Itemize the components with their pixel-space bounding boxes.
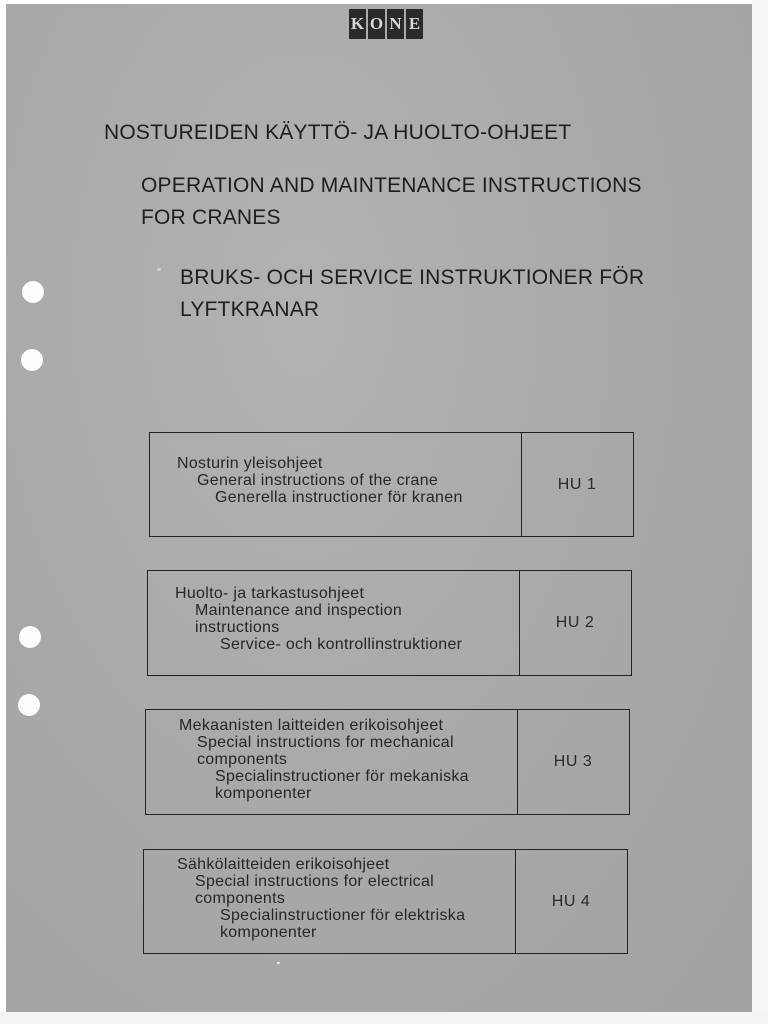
section-line-english: components (197, 751, 288, 768)
section-line-swedish: komponenter (215, 785, 312, 802)
section-code: HU 4 (551, 892, 591, 910)
title-finnish-line: NOSTUREIDEN KÄYTTÖ- JA HUOLTO-OHJEET (104, 121, 572, 144)
section-box-hu2 (147, 570, 632, 676)
scan-speck (277, 962, 280, 964)
title-english (141, 170, 642, 234)
section-line-swedish: Generella instructioner för kranen (215, 489, 463, 506)
title-swedish-line: LYFTKRANAR (180, 298, 320, 321)
logo-letter: K (349, 9, 366, 39)
scan-margin-right (752, 0, 768, 1024)
section-description (148, 571, 520, 675)
section-line-finnish: Mekaanisten laitteiden erikoisohjeet (179, 717, 444, 734)
title-finnish (104, 117, 571, 149)
section-line-swedish: komponenter (220, 924, 317, 941)
section-code: HU 1 (557, 475, 597, 493)
kone-logo (349, 9, 423, 39)
title-english-line: FOR CRANES (141, 206, 281, 229)
section-box-hu1 (149, 432, 634, 537)
section-line-english: Special instructions for mechanical (197, 734, 454, 751)
section-line-english: Special instructions for electrical (195, 873, 435, 890)
punch-hole (21, 349, 43, 371)
section-line-finnish: Nosturin yleisohjeet (177, 455, 323, 472)
logo-letter: N (387, 9, 404, 39)
scan-speck (157, 268, 161, 271)
section-line-swedish: Specialinstructioner för mekaniska (215, 768, 469, 785)
section-description (146, 710, 518, 814)
punch-hole (22, 281, 44, 303)
section-code: HU 2 (555, 614, 595, 631)
scan-margin-bottom (0, 1012, 768, 1024)
title-swedish-line: BRUKS- OCH SERVICE INSTRUKTIONER FÖR (180, 266, 645, 289)
section-line-english: Maintenance and inspection (195, 602, 403, 619)
section-line-english: instructions (195, 619, 280, 636)
section-box-hu4 (143, 849, 628, 954)
punch-hole (19, 626, 41, 648)
section-line-swedish: Specialinstructioner för elektriska (220, 907, 466, 924)
title-english-line: OPERATION AND MAINTENANCE INSTRUCTIONS (141, 174, 642, 197)
section-description (144, 850, 516, 953)
logo-letter: E (406, 9, 423, 39)
section-line-finnish: Huolto- ja tarkastusohjeet (175, 585, 365, 602)
section-code: HU 3 (553, 753, 593, 770)
section-line-english: General instructions of the crane (197, 472, 439, 489)
section-line-english: components (195, 890, 286, 907)
section-line-finnish: Sähkölaitteiden erikoisohjeet (177, 856, 390, 873)
title-swedish (180, 262, 644, 326)
section-description (150, 433, 522, 536)
section-box-hu3 (145, 709, 630, 815)
punch-hole (18, 694, 40, 716)
logo-letter: O (368, 9, 385, 39)
section-line-swedish: Service- och kontrollinstruktioner (220, 636, 463, 653)
